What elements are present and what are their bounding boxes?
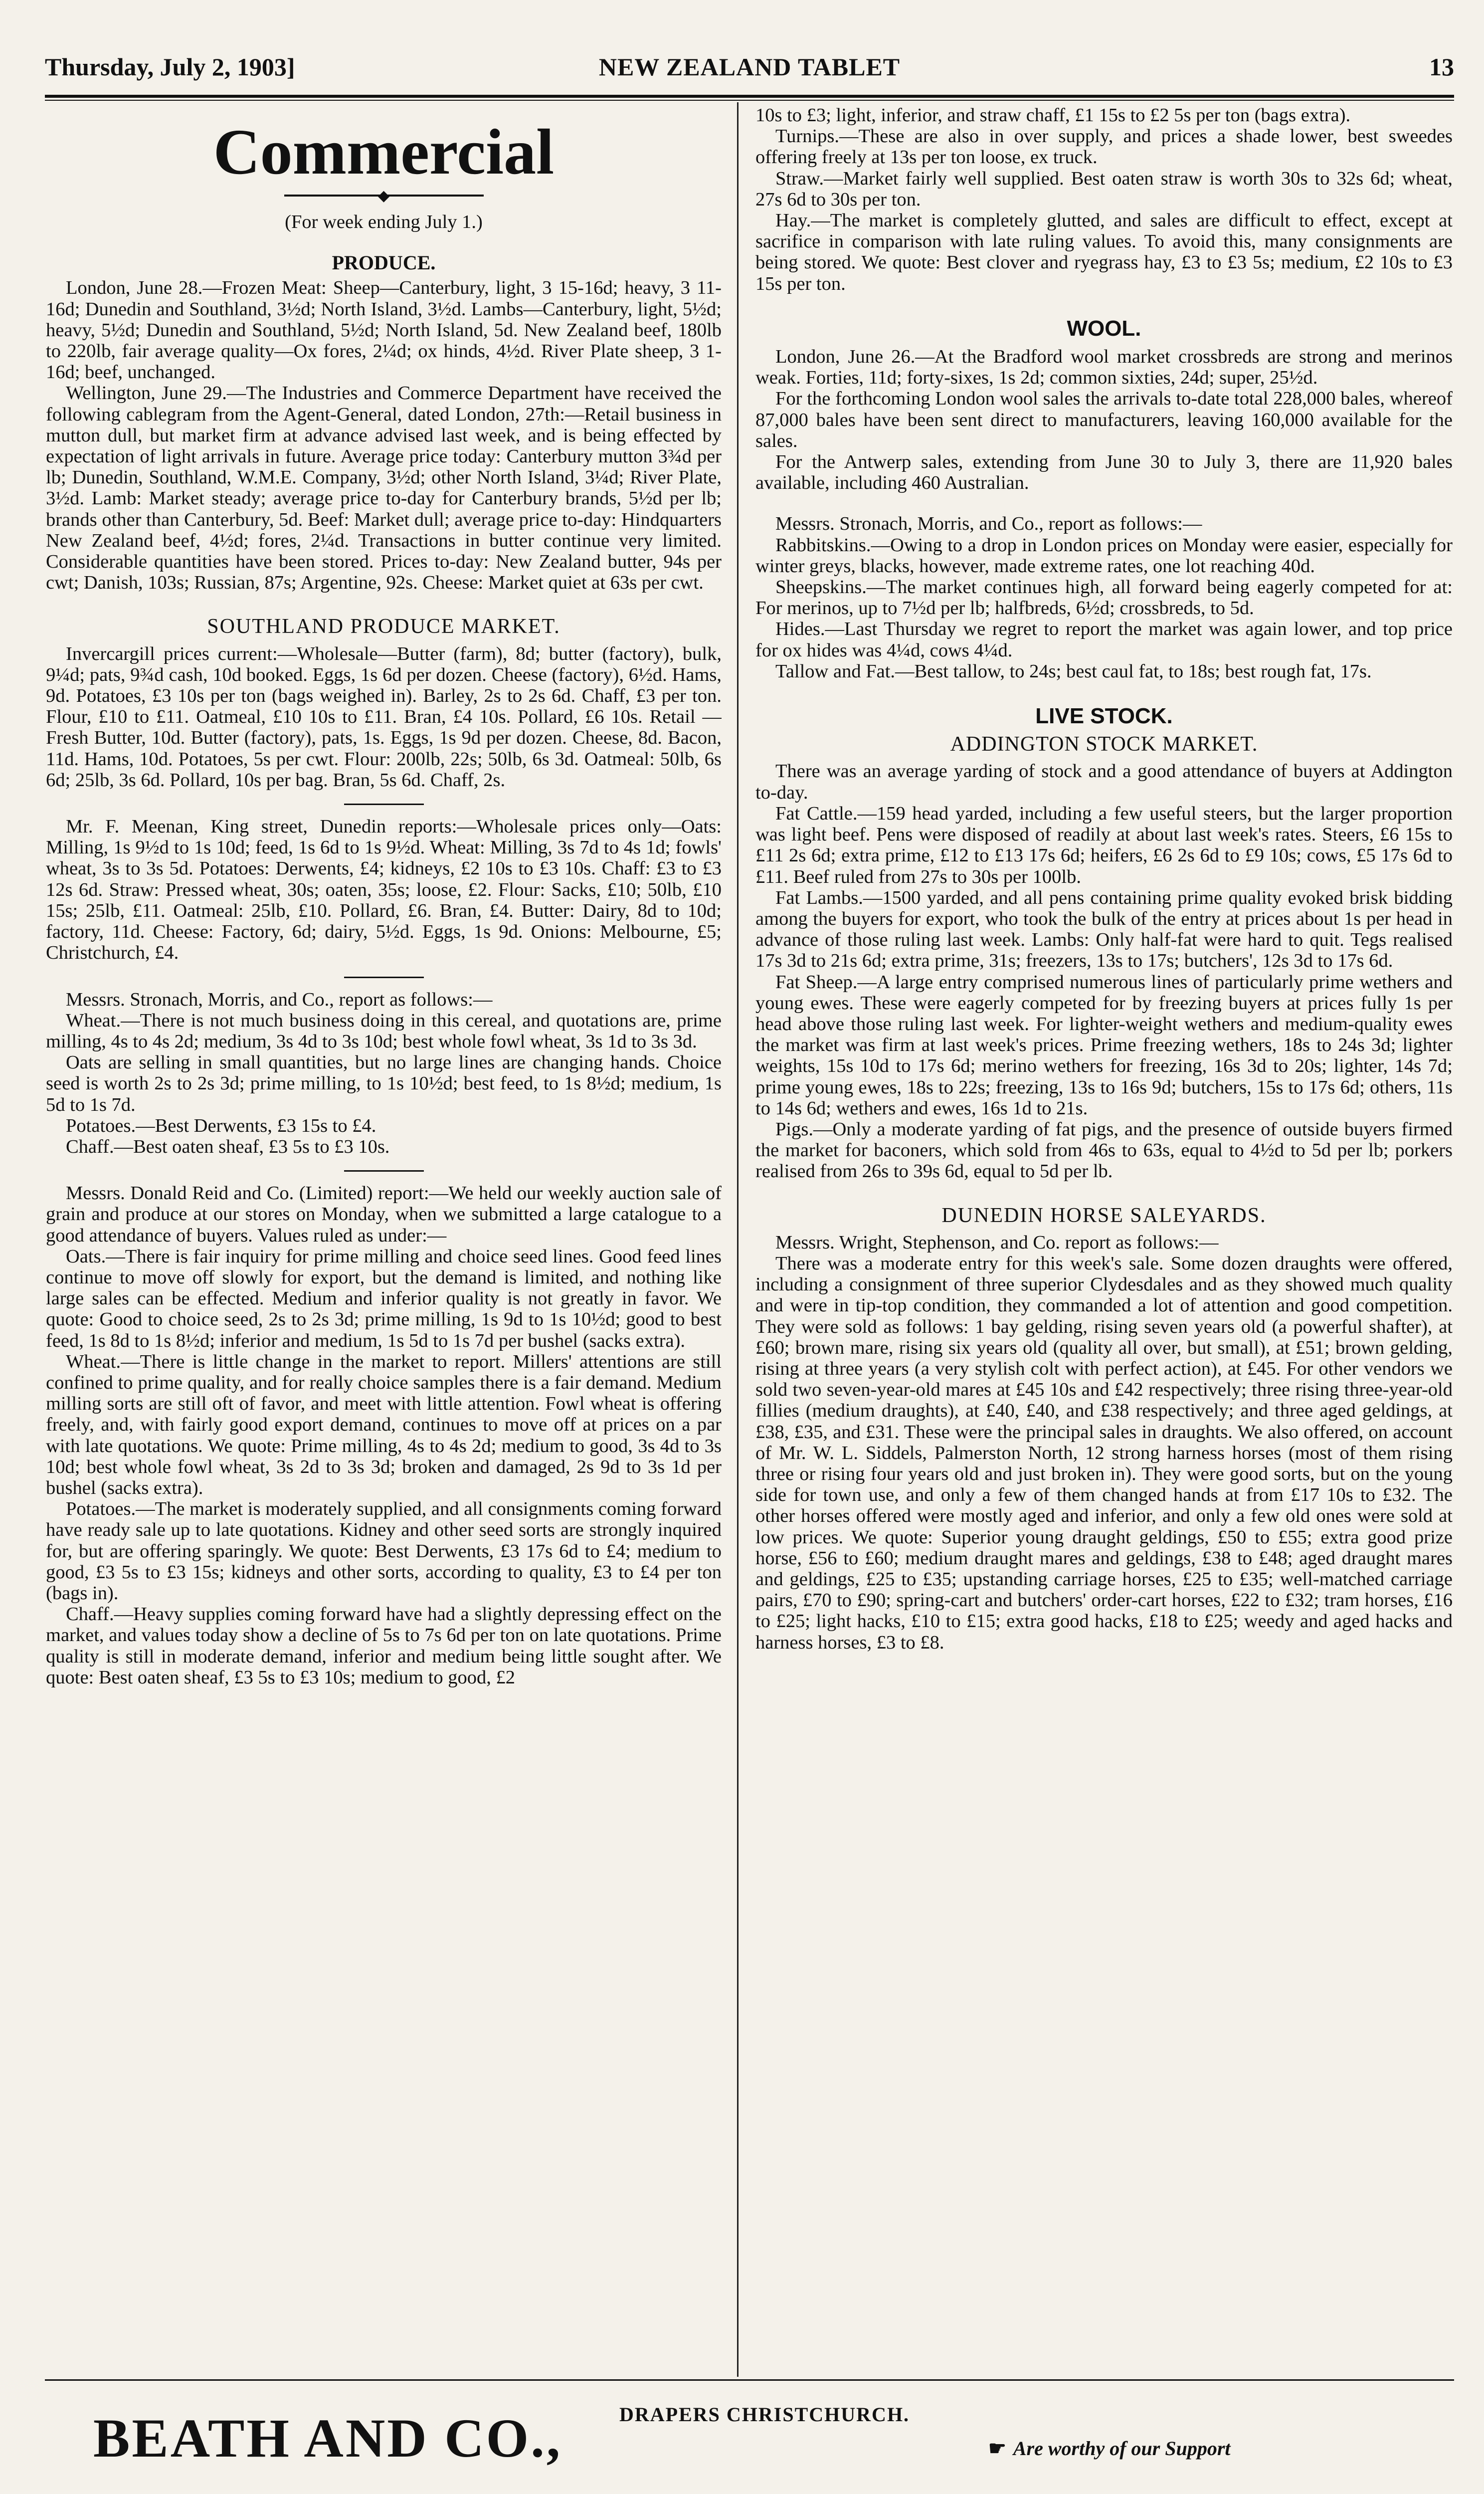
horse-paragraph: Messrs. Wright, Stephenson, and Co. report as follows:—	[775, 1232, 1219, 1253]
reid-paragraph: Wheat.—There is little change in the market to report. Millers' attentions are still confined to prime quality, and for really choice samples there is a fair demand. Medium milling sorts are still oft of favor, and meet with little attention. Fowl wheat is offering freely, and, with fairly good export demand, continues to move off at prices on a par with late quotations. We quote: Prime milling, 4s to 4s 2d; medium to good, 3s 4d to 3s 10d; best whole fowl wheat, 3s 2d to 3s 3d; broken and damaged, 2s 9d to 3s 1d per bushel (sacks extra).	[46, 1351, 722, 1498]
left-column	[46, 105, 722, 2374]
advertisement-footer	[46, 2387, 1454, 2487]
produce-paragraph: London, June 28.—Frozen Meat: Sheep—Canterbury, light, 3 15-16d; heavy, 3 11-16d; Dunedin and Southland, 3½d; North Island, 3½d. Lambs—Canterbury, light, 5½d; heavy, 5½d; Dunedin and Southland, 5½d; North Island, 5d. New Zealand beef, 180lb to 220lb, fair average quality—Ox fores, 2¼d; ox hinds, 4½d. River Plate sheep, 3 1-16d; beef, unchanged.	[46, 277, 722, 383]
wool-report-paragraph: Messrs. Stronach, Morris, and Co., report as follows:—	[775, 513, 1202, 535]
week-line: (For week ending July 1.)	[285, 211, 483, 232]
title-ornament	[284, 195, 484, 197]
header-rule	[45, 95, 1454, 98]
produce-paragraph: Wellington, June 29.—The Industries and Commerce Department have received the following cablegram from the Agent-General, dated London, 27th:—Retail business in mutton dull, but market firm at advance advised last week, and is being effected by expectation of light arrivals in future. Average price today: Canterbury mutton 3¾d per lb; Dunedin, Southland, W.M.E. Company, 3½d; other North Island, 3¼d; River Plate, 3½d. Lamb: Market steady; average price to-day for Canterbury brands, 5½d per lb; brands other than Canterbury, 5d. Beef: Market dull; average price to-day: Hindquarters New Zealand beef, 4½d; fores, 2¼d. Transactions in butter continue very limited. Considerable quantities have been stored. Prices to-day: New Zealand butter, 94s per cwt; Danish, 103s; Russian, 87s; Argentine, 92s. Cheese: Market quiet at 63s per cwt.	[46, 383, 722, 594]
wool-report-paragraph: Sheepskins.—The market continues high, all forward being eagerly competed for at: For merinos, up to 7½d per lb; halfbreds, 6½d; crossbreds, to 5d.	[755, 577, 1453, 619]
wool-paragraph: For the forthcoming London wool sales the arrivals to-date total 228,000 bales, whereof 87,000 bales have been sent direct to manufacturers, leaving 160,000 available for the sales.	[755, 388, 1453, 451]
right-column	[755, 105, 1453, 2374]
header-rule-thin	[45, 100, 1454, 101]
continued-paragraph: Hay.—The market is completely glutted, and sales are difficult to effect, except at sacrifice in comparison with late ruling values. To avoid this, many consignments are being stored. We quote: Best clover and ryegrass hay, £3 to £3 5s; medium, £2 10s to £3 15s per ton.	[755, 210, 1453, 294]
section-rule	[344, 977, 424, 978]
stronach-paragraph: Chaff.—Best oaten sheaf, £3 5s to £3 10s.	[66, 1136, 390, 1157]
page-header	[45, 52, 1454, 91]
horse-paragraph: There was a moderate entry for this week's sale. Some dozen draughts were offered, including a consignment of three superior Clydesdales and as they showed much quality and were in tip-top condition, they commanded a lot of attention and good competition. They were sold as follows: 1 bay gelding, rising seven years old (a powerful shafter), at £60; brown mare, rising six years old (quality all over, but small), at £51; brown gelding, rising at three years (a very stylish colt with perfect action), at £45. For other vendors we sold two seven-year-old mares at £45 10s and £42 respectively; three rising three-year-old fillies (medium draughts), at £40, £40, and £38 respectively; and three aged geldings, at £38, £35, and £31. These were the principal sales in draughts. We also offered, on account of Mr. W. L. Siddels, Palmerston North, 12 strong harness horses (most of them rising three or rising four years old and just broken in). They were good sorts, but on the young side for town use, and only a few of them changed hands at from £17 10s to £32. The other horses offered were mostly aged and inferior, and only a few old ones were sold at low prices. We quote: Superior young draught geldings, £50 to £55; extra good prize horse, £56 to £60; medium draught mares and geldings, £38 to £48; aged draught mares and geldings, £25 to £35; upstanding carriage horses, £25 to £35; well-matched carriage pairs, £70 to £90; spring-cart and butchers' order-cart horses, £22 to £32; tram horses, £16 to £25; light hacks, £10 to £15; extra good hacks, £18 to £25; weedy and aged hacks and harness horses, £3 to £8.	[755, 1252, 1453, 1653]
wool-report-paragraph: Hides.—Last Thursday we regret to report the market was again lower, and top price for ox hides was 4¼d, cows 4¼d.	[755, 619, 1453, 661]
support-line	[988, 2437, 1231, 2460]
reid-paragraph: Oats.—There is fair inquiry for prime milling and choice seed lines. Good feed lines continue to move off slowly for export, but the demand is limited, and nothing like large sales can be effected. Medium and inferior quality is not greatly in favor. We quote: Good to choice seed, 2s to 2s 3d; prime milling, 1s 9d to 1s 10½d; good to best feed, 1s 8d to 1s 8½d; inferior and medium, 1s 5d to 1s 7d per bushel (sacks extra).	[46, 1246, 722, 1351]
wool-paragraph: For the Antwerp sales, extending from June 30 to July 3, there are 11,920 bales available, including 460 Australian.	[755, 451, 1453, 494]
stronach-paragraph: Potatoes.—Best Derwents, £3 15s to £4.	[66, 1115, 376, 1136]
addington-paragraph: Fat Sheep.—A large entry comprised numerous lines of particularly prime wethers and young ewes. These were eagerly competed for by freezing buyers at prices fully 1s per head above those ruling last week. For lighter-weight wethers and medium-quality ewes the market was firm at last week's prices. Prime freezing wethers, 18s to 24s 3d; lighter weights, 15s 10d to 17s 6d; merino wethers for freezing, 16s 3d to 20s; lighter, 14s 7d; prime young ewes, 18s to 22s; freezing, 13s to 16s 9d; butchers, 15s to 17s 6d; others, 11s to 14s 6d; wethers and ewes, 16s 1d to 21s.	[755, 971, 1453, 1119]
footer-rule	[45, 2379, 1454, 2381]
advertiser-tagline: DRAPERS CHRISTCHURCH.	[619, 2403, 910, 2426]
addington-paragraph: There was an average yarding of stock and a good attendance of buyers at Addington to-day.	[755, 761, 1453, 803]
reid-paragraph: Chaff.—Heavy supplies coming forward have had a slightly depressing effect on the market, and values today show a decline of 5s to 7s 6d per ton on late quotations. Prime quality is still in moderate demand, inferior and medium being little sought after. We quote: Best oaten sheaf, £3 5s to £3 10s; medium to good, £2	[46, 1604, 722, 1688]
page-title: Commercial	[213, 116, 555, 188]
masthead: NEW ZEALAND TABLET	[598, 53, 901, 81]
wool-heading: WOOL.	[1067, 316, 1141, 341]
addington-paragraph: Fat Lambs.—1500 yarded, and all pens containing prime quality evoked brisk bidding among the buyers for export, who took the bulk of the entry at prices about 1s per head in advance of those ruling last week. Lambs: Only half-fat were hard to quit. Tegs realised 17s 3d to 21s 6d; extra prime, 31s; freezers, 13s to 17s; butchers', 12s 3d to 17s 6d.	[755, 887, 1453, 972]
stronach-paragraph: Messrs. Stronach, Morris, and Co., report as follows:—	[66, 989, 493, 1010]
stronach-paragraph: Wheat.—There is not much business doing in this cereal, and quotations are, prime milling, 4s to 4s 2d; medium, 3s 4d to 3s 10d; best whole fowl wheat, 3s 1d to 3s 3d.	[46, 1010, 722, 1052]
continued-paragraph: Straw.—Market fairly well supplied. Best oaten straw is worth 30s to 32s 6d; wheat, 27s 6d to 30s per ton.	[755, 168, 1453, 210]
horse-heading: DUNEDIN HORSE SALEYARDS.	[941, 1204, 1267, 1227]
addington-paragraph: Fat Cattle.—159 head yarded, including a few useful steers, but the larger proportion was light beef. Pens were disposed of readily at about last week's rates. Steers, £6 15s to £11 2s 6d; extra prime, £12 to £13 17s 6d; heifers, £6 2s 6d to £9 10s; cows, £5 17s 6d to £11. Beef ruled from 27s to 30s per 100lb.	[755, 803, 1453, 887]
support-text: Are worthy of our Support	[1013, 2437, 1231, 2460]
southland-paragraph: Invercargill prices current:—Wholesale—Butter (farm), 8d; butter (factory), bulk, 9¼d; pats, 9¾d cash, 10d booked. Eggs, 1s 6d per dozen. Cheese (factory), 6½d. Hams, 9d. Potatoes, £3 10s per ton (bags weighed in). Barley, 2s to 2s 6d. Chaff, £3 per ton. Flour, £10 to £11. Oatmeal, £10 10s to £11. Bran, £4 10s. Pollard, £6 10s. Retail — Fresh Butter, 10d. Butter (factory), pats, 1s. Eggs, 1s 9d per dozen. Cheese, 8d. Bacon, 11d. Hams, 10d. Potatoes, 5s per cwt. Flour: 200lb, 22s; 50lb, 6s 3d. Oatmeal: 50lb, 6s 6d; 25lb, 3s 6d. Pollard, 10s per bag. Bran, 5s 6d. Chaff, 2s.	[46, 643, 722, 791]
pointing-hand-icon: ☛	[988, 2437, 1006, 2460]
section-rule	[344, 1170, 424, 1172]
wool-report-paragraph: Tallow and Fat.—Best tallow, to 24s; best caul fat, to 18s; best rough fat, 17s.	[775, 660, 1372, 682]
stronach-paragraph: Oats are selling in small quantities, but no large lines are changing hands. Choice seed is worth 2s to 2s 3d; prime milling, to 1s 10½d; best feed, to 1s 8½d; medium, 1s 5d to 1s 7d.	[46, 1052, 722, 1115]
livestock-heading: LIVE STOCK.	[1035, 704, 1173, 729]
addington-paragraph: Pigs.—Only a moderate yarding of fat pigs, and the presence of outside buyers firmed the market for baconers, which sold from 46s to 63s, equal to 4½d to 5d per lb; porkers realised from 26s to 39s 6d, equal to 5d per lb.	[755, 1118, 1453, 1182]
wool-report-paragraph: Rabbitskins.—Owing to a drop in London prices on Monday were easier, especially for winter greys, blacks, however, made extreme rates, one lot reaching 40d.	[755, 534, 1453, 577]
reid-paragraph: Potatoes.—The market is moderately supplied, and all consignments coming forward have ready sale up to late quotations. Kidney and other seed sorts are strongly inquired for, but are offering sparingly. We quote: Best Derwents, £3 17s 6d to £4; medium to good, £3 5s to £3 15s; kidneys and other sorts, according to quality, £3 to £4 per ton (bags in).	[46, 1498, 722, 1604]
column-divider	[737, 102, 739, 2377]
produce-heading: PRODUCE.	[332, 251, 436, 274]
advertiser-name: BEATH AND CO.,	[93, 2408, 562, 2469]
continued-paragraph: 10s to £3; light, inferior, and straw chaff, £1 15s to £2 5s per ton (bags extra).	[755, 105, 1351, 126]
southland-heading: SOUTHLAND PRODUCE MARKET.	[207, 615, 560, 638]
addington-heading: ADDINGTON STOCK MARKET.	[950, 733, 1258, 756]
wool-paragraph: London, June 26.—At the Bradford wool market crossbreds are strong and merinos weak. Forties, 11d; forty-sixes, 1s 2d; common sixties, 24d; super, 25½d.	[755, 346, 1453, 389]
meenan-paragraph: Mr. F. Meenan, King street, Dunedin reports:—Wholesale prices only—Oats: Milling, 1s 9½d to 1s 10d; feed, 1s 6d to 1s 9½d. Wheat: Milling, 3s 7d to 4s 1d; fowls' wheat, 3s to 3s 5d. Potatoes: Derwents, £4; kidneys, £2 10s to £3 10s. Chaff: £3 to £3 12s 6d. Straw: Pressed wheat, 30s; oaten, 35s; loose, £2. Flour: Sacks, £10; 50lb, £10 15s; 25lb, £11. Oatmeal: 25lb, £10. Pollard, £6. Bran, £4. Butter: Dairy, 8d to 10d; factory, 11d. Cheese: Factory, 6d; dairy, 5½d. Eggs, 1s 9d. Onions: Melbourne, £5; Christchurch, £4.	[46, 816, 722, 964]
reid-paragraph: Messrs. Donald Reid and Co. (Limited) report:—We held our weekly auction sale of grain and produce at our stores on Monday, when we submitted a large catalogue to a good attendance of buyers. Values ruled as under:—	[46, 1183, 722, 1246]
page-number: 13	[1429, 53, 1454, 81]
issue-date: Thursday, July 2, 1903]	[45, 53, 295, 81]
continued-paragraph: Turnips.—These are also in over supply, and prices a shade lower, best sweedes offering freely at 13s per ton loose, ex truck.	[755, 126, 1453, 168]
section-rule	[344, 804, 424, 805]
